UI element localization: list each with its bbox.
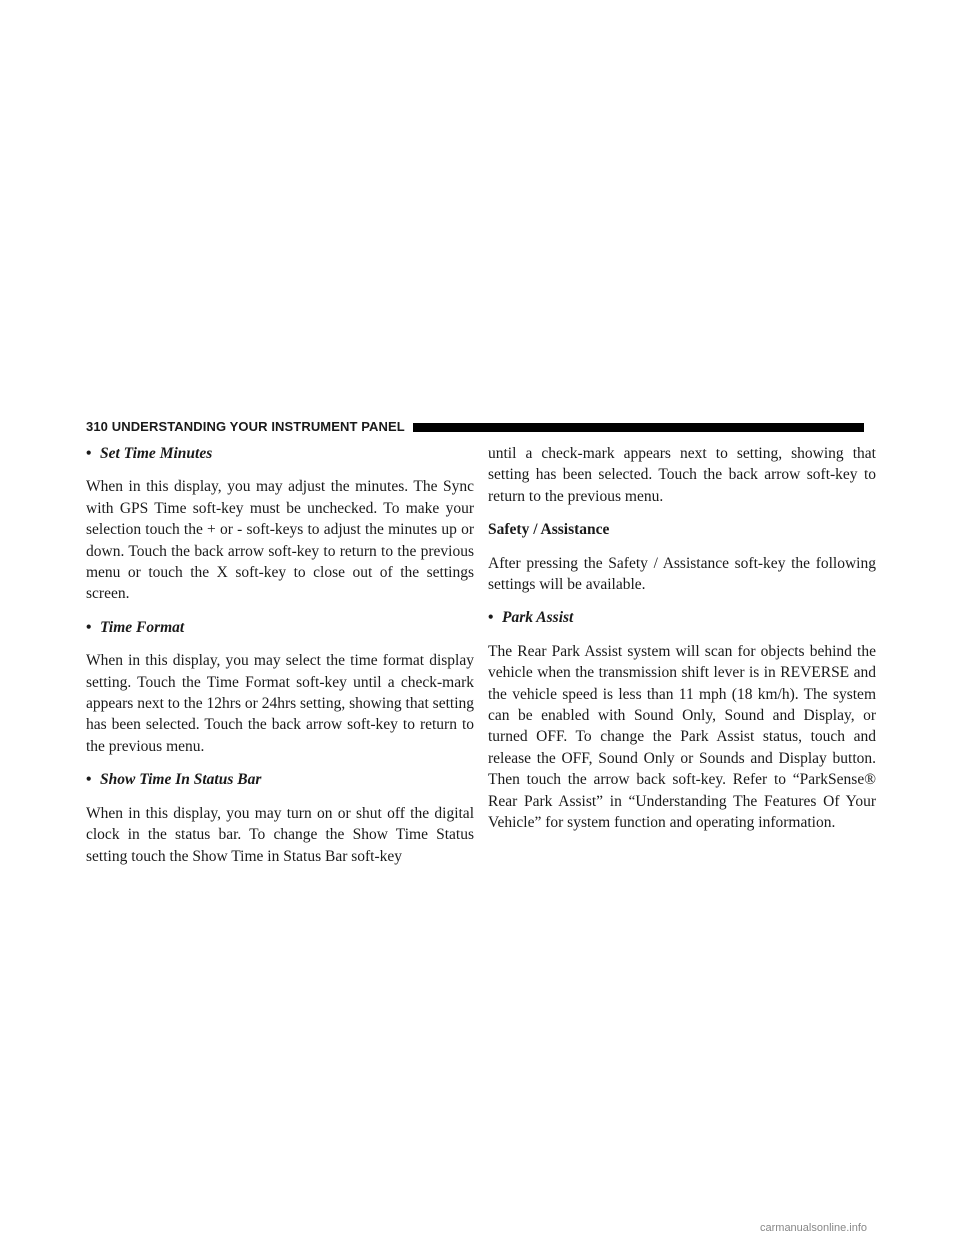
paragraph: The Rear Park Assist system will scan for objects behind the vehicle when the transmission shift lever is in REVERSE and the vehicle speed is less than 11 mph (18 km/h). The system can be enabled with Sound Only, Sound and Display, or turned OFF. To change the Park Assist status, touch and release the OFF, Sound Only or Sounds and Display button. Then touch the arrow back soft-key. Refer to “ParkSense® Rear Park Assist” in “Understanding The Features Of Your Vehicle” for system function and operating information. xyxy=(488,642,876,832)
paragraph: When in this display, you may turn on or shut off the digital clock in the status bar. To change the Show Time Status setting touch the Show Time in Status Bar soft-key xyxy=(86,804,474,865)
continuation-paragraph: until a check-mark appears next to setting, showing that setting has been selected. Touch the back arrow soft-key to return to the previous menu. xyxy=(488,445,876,505)
bullet-icon: • xyxy=(86,445,92,462)
header-label xyxy=(86,418,413,436)
bullet-heading: • Show Time In Status Bar xyxy=(86,769,474,790)
section-title: UNDERSTANDING YOUR INSTRUMENT PANEL xyxy=(111,419,405,434)
bullet-icon: • xyxy=(86,771,92,789)
page-number: 310 xyxy=(86,419,108,434)
bullet-item-show-time-status-bar xyxy=(86,769,474,867)
bullet-icon: • xyxy=(86,618,92,636)
header-rule xyxy=(413,423,864,432)
paragraph: When in this display, you may select the time format display setting. Touch the Time Format soft-key until a check-mark appears next to the 12hrs or 24hrs setting, showing that setting has been selected. Touch the back arrow soft-key to return to the previous menu. xyxy=(86,652,474,755)
bullet-heading: • Park Assist xyxy=(488,607,876,628)
bullet-item-set-time-minutes xyxy=(86,443,474,605)
bullet-heading: • Time Format xyxy=(86,617,474,638)
paragraph: When in this display, you may adjust the minutes. The Sync with GPS Time soft-key must be unchecked. To make your selection touch the + or - soft-keys to adjust the minutes up or down. Touch the back arrow soft-key to return to the previous menu or touch the X soft-key to close out of the settings screen. xyxy=(86,478,474,603)
paragraph: After pressing the Safety / Assistance soft-key the following settings will be available. xyxy=(488,554,876,594)
bullet-item-time-format xyxy=(86,617,474,757)
bullet-icon: • xyxy=(488,609,494,627)
left-column xyxy=(86,443,474,879)
section-heading: Safety / Assistance xyxy=(488,521,610,539)
right-column xyxy=(488,443,876,846)
bullet-heading: • Set Time Minutes xyxy=(86,443,474,464)
watermark: carmanualsonline.info xyxy=(760,1222,868,1234)
page-header xyxy=(86,418,864,436)
